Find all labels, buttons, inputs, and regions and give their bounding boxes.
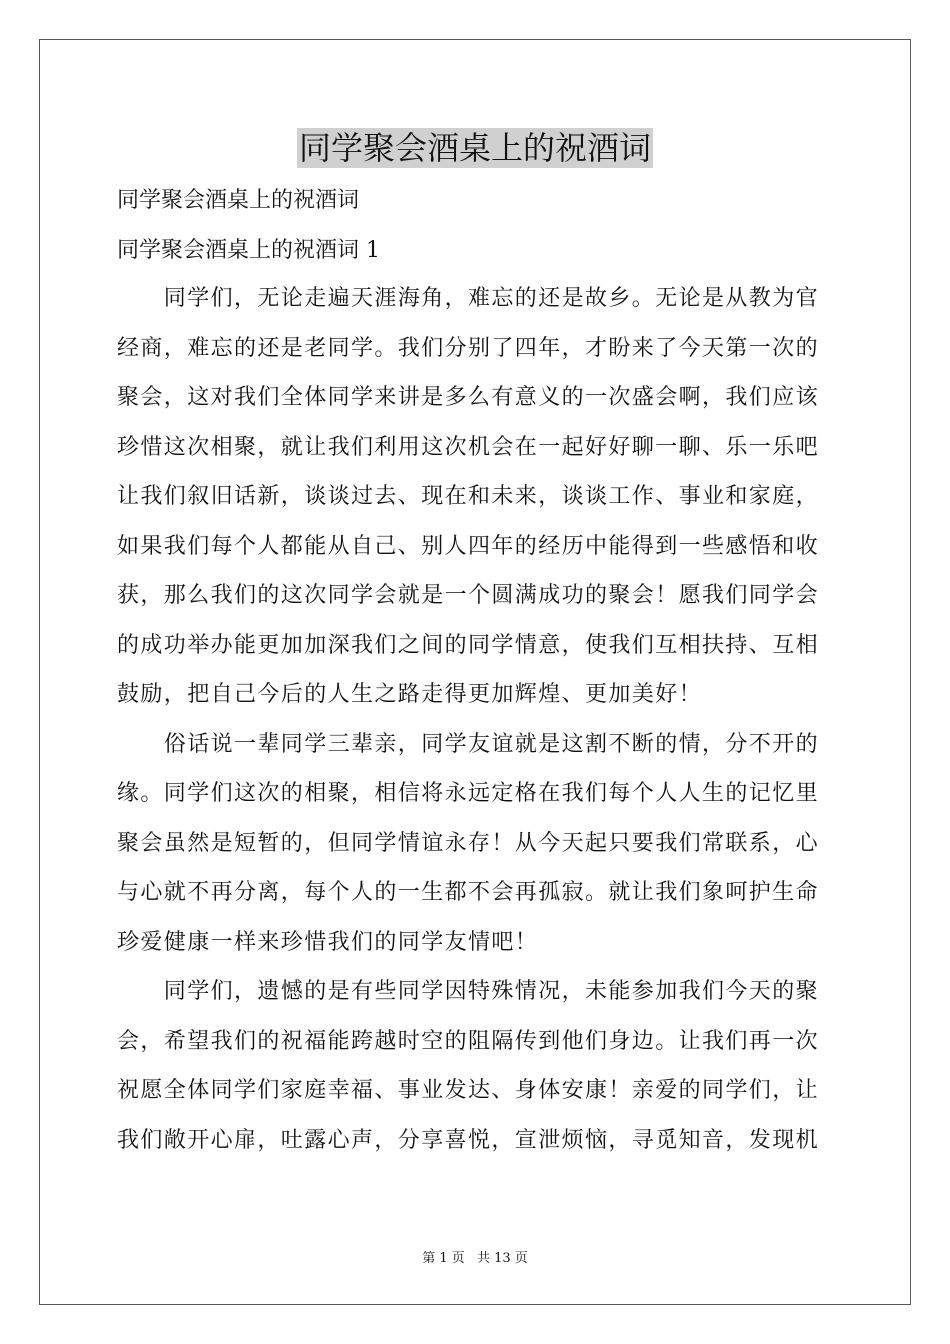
body-line: 与心就不再分离，每个人的一生都不会再孤寂。就让我们象呵护生命 xyxy=(117,880,820,905)
page-number: 第 1 页 xyxy=(422,1251,465,1266)
body-line: 同学们，无论走遍天涯海角，难忘的还是故乡。无论是从教为官 xyxy=(117,286,820,311)
body-line: 珍爱健康一样来珍惜我们的同学友情吧！ xyxy=(117,929,539,955)
body-line: 的成功举办能更加加深我们之间的同学情意，使我们互相扶持、互相 xyxy=(117,632,820,658)
body-text xyxy=(117,284,833,1175)
body-line: 缘。同学们这次的相聚，相信将永远定格在我们每个人人生的记忆里 xyxy=(117,781,820,806)
body-line: 让我们叙旧话新，谈谈过去、现在和未来，谈谈工作、事业和家庭， xyxy=(117,484,820,509)
body-line: 我们敞开心扉，吐露心声，分享喜悦，宣泄烦恼，寻觅知音，发现机 xyxy=(117,1127,820,1153)
body-line: 同学们，遗憾的是有些同学因特殊情况，未能参加我们今天的聚 xyxy=(117,979,820,1004)
body-line: 获，那么我们的这次同学会就是一个圆满成功的聚会！愿我们同学会 xyxy=(117,583,820,608)
body-line: 聚会，这对我们全体同学来讲是多么有意义的一次盛会啊，我们应该 xyxy=(117,385,820,410)
title-container xyxy=(0,128,950,168)
document-title: 同学聚会酒桌上的祝酒词 xyxy=(298,129,651,167)
body-line: 俗话说一辈同学三辈亲，同学友谊就是这割不断的情，分不开的 xyxy=(117,731,820,757)
body-line: 如果我们每个人都能从自己、别人四年的经历中能得到一些感悟和收 xyxy=(117,533,820,559)
body-line: 鼓励，把自己今后的人生之路走得更加辉煌、更加美好！ xyxy=(117,682,703,707)
body-line: 会，希望我们的祝福能跨越时空的阻隔传到他们身边。让我们再一次 xyxy=(117,1028,820,1054)
section-heading: 同学聚会酒桌上的祝酒词 1 xyxy=(117,238,380,263)
page-footer xyxy=(0,1247,950,1266)
body-line: 经商，难忘的还是老同学。我们分别了四年，才盼来了今天第一次的 xyxy=(117,335,820,361)
body-line: 聚会虽然是短暂的，但同学情谊永存！从今天起只要我们常联系，心 xyxy=(117,830,820,856)
body-line: 祝愿全体同学们家庭幸福、事业发达、身体安康！亲爱的同学们，让 xyxy=(117,1078,820,1103)
document-subtitle: 同学聚会酒桌上的祝酒词 xyxy=(117,188,360,213)
body-line: 珍惜这次相聚，就让我们利用这次机会在一起好好聊一聊、乐一乐吧 xyxy=(117,434,820,460)
page-total: 共 13 页 xyxy=(476,1251,528,1266)
